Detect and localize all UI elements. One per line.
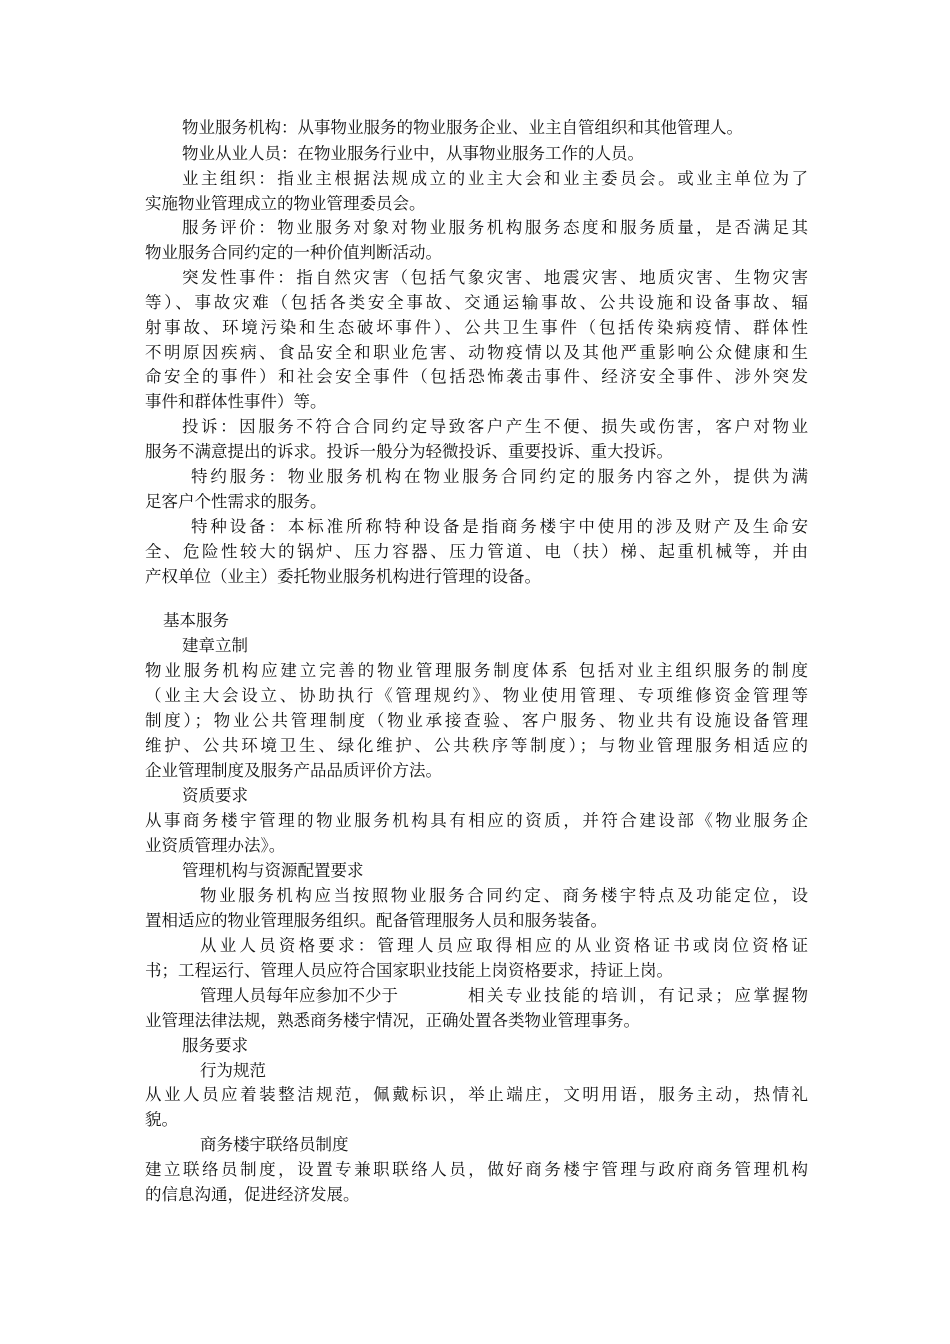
staff-qualification-paragraph: 书；工程运行、管理人员应符合国家职业技能上岗资格要求，持证上岗。 (145, 961, 673, 980)
qualification-paragraph: 从事商务楼宇管理的物业服务机构具有相应的资质，并符合建设部《物业服务企 (145, 811, 808, 830)
def-property-service-agency: 物业服务机构：从事物业服务的物业服务企业、业主自管组织和其他管理人。 (182, 118, 743, 137)
def-emergency-cont: 命安全的事件）和社会安全事件（包括恐怖袭击事件、经济安全事件、涉外突发 (145, 367, 808, 386)
training-paragraph: 相关专业技能的培训，有记录；应掌握物 (468, 986, 808, 1005)
organization-paragraph: 物业服务机构应当按照物业服务合同约定、商务楼宇特点及功能定位，设 (200, 886, 808, 905)
def-special-equipment: 特种设备：本标准所称特种设备是指商务楼宇中使用的涉及财产及生命安 (191, 517, 808, 536)
def-special-equipment-cont: 全、危险性较大的锅炉、压力容器、压力管道、电（扶）梯、起重机械等，并由 (145, 542, 808, 561)
section-heading-basic-service: 基本服务 (163, 611, 229, 630)
liaison-paragraph: 的信息沟通，促进经济发展。 (145, 1185, 360, 1204)
def-service-evaluation-cont: 物业服务合同约定的一种价值判断活动。 (145, 243, 442, 262)
rules-paragraph: 制度）；物业公共管理制度（物业承接查验、客户服务、物业共有设施设备管理 (145, 711, 808, 730)
def-emergency-cont: 事件和群体性事件）等。 (145, 392, 327, 411)
subheading-rules: 建章立制 (182, 636, 248, 655)
def-property-staff: 物业从业人员：在物业服务行业中，从事物业服务工作的人员。 (182, 144, 644, 163)
subheading-qualification: 资质要求 (182, 786, 248, 805)
def-owner-organization-cont: 实施物业管理成立的物业管理委员会。 (145, 194, 426, 213)
def-emergency-cont: 不明原因疾病、食品安全和职业危害、动物疫情以及其他严重影响公众健康和生 (145, 343, 808, 362)
rules-paragraph: （业主大会设立、协助执行《管理规约》、物业使用管理、专项维修资金管理等 (145, 686, 808, 705)
staff-qualification-paragraph: 从业人员资格要求：管理人员应取得相应的从业资格证书或岗位资格证 (200, 936, 808, 955)
subheading-service-requirements: 服务要求 (182, 1036, 248, 1055)
organization-paragraph: 置相适应的物业管理服务组织。配备管理服务人员和服务装备。 (145, 911, 607, 930)
rules-paragraph: 物业服务机构应建立完善的物业管理服务制度体系 包括对业主组织服务的制度 (145, 661, 808, 680)
subheading-organization: 管理机构与资源配置要求 (182, 861, 364, 880)
def-emergency-cont: 射事故、环境污染和生态破坏事件）、公共卫生事件（包括传染病疫情、群体性 (145, 318, 808, 337)
def-special-equipment-cont: 产权单位（业主）委托物业服务机构进行管理的设备。 (145, 567, 541, 586)
rules-paragraph: 企业管理制度及服务产品品质评价方法。 (145, 761, 442, 780)
def-emergency-cont: 等）、事故灾难（包括各类安全事故、交通运输事故、公共设施和设备事故、辐 (145, 293, 808, 312)
def-special-service-cont: 足客户个性需求的服务。 (145, 492, 327, 511)
training-paragraph: 业管理法律法规，熟悉商务楼宇情况，正确处置各类物业管理事务。 (145, 1011, 640, 1030)
conduct-paragraph: 从业人员应着装整洁规范，佩戴标识，举止端庄，文明用语，服务主动，热情礼 (145, 1085, 808, 1104)
rules-paragraph: 维护、公共环境卫生、绿化维护、公共秩序等制度）；与物业管理服务相适应的 (145, 736, 808, 755)
def-complaint: 投诉：因服务不符合合同约定导致客户产生不便、损失或伤害，客户对物业 (182, 417, 808, 436)
def-service-evaluation: 服务评价：物业服务对象对物业服务机构服务态度和服务质量，是否满足其 (182, 218, 808, 237)
qualification-paragraph: 业资质管理办法》。 (145, 836, 286, 855)
def-owner-organization: 业主组织：指业主根据法规成立的业主大会和业主委员会。或业主单位为了 (182, 169, 808, 188)
subheading-liaison: 商务楼宇联络员制度 (200, 1135, 349, 1154)
def-emergency: 突发性事件：指自然灾害（包括气象灾害、地震灾害、地质灾害、生物灾害 (182, 268, 808, 287)
liaison-paragraph: 建立联络员制度，设置专兼职联络人员，做好商务楼宇管理与政府商务管理机构 (145, 1160, 808, 1179)
subheading-conduct: 行为规范 (200, 1061, 266, 1080)
def-special-service: 特约服务：物业服务机构在物业服务合同约定的服务内容之外，提供为满 (191, 467, 808, 486)
training-paragraph: 管理人员每年应参加不少于 (200, 986, 398, 1005)
def-complaint-cont: 服务不满意提出的诉求。投诉一般分为轻微投诉、重要投诉、重大投诉。 (145, 442, 673, 461)
conduct-paragraph: 貌。 (145, 1110, 178, 1129)
